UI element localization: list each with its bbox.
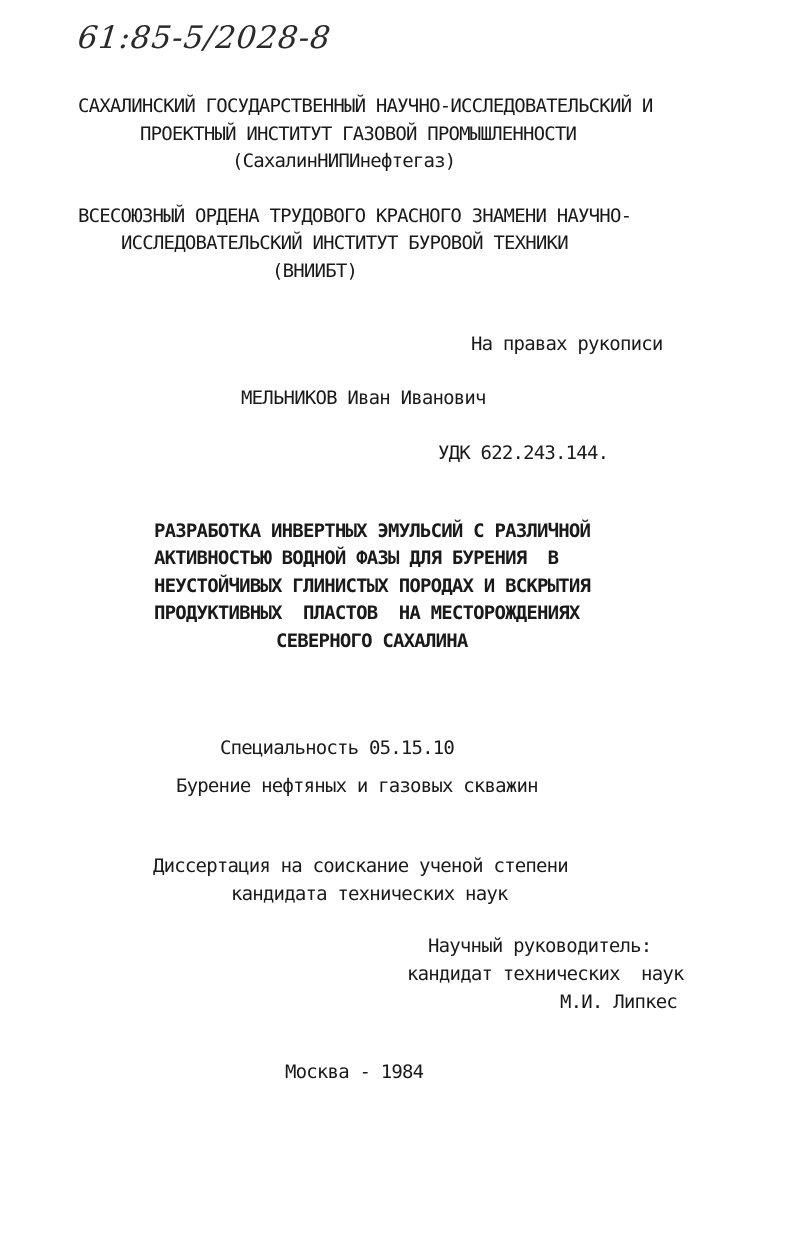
institute-1-abbreviation: (СахалинНИПИнефтегаз) xyxy=(232,150,456,172)
institute-2-abbreviation: (ВНИИБТ) xyxy=(272,260,358,282)
handwritten-archive-number: 61:85-5/2028-8 xyxy=(76,20,333,56)
institute-1-line-2: ПРОЕКТНЫЙ ИНСТИТУТ ГАЗОВОЙ ПРОМЫШЛЕННОСТИ xyxy=(140,123,577,145)
title-line-4: ПРОДУКТИВНЫХ ПЛАСТОВ НА МЕСТОРОЖДЕНИЯХ xyxy=(154,602,580,624)
title-line-1: РАЗРАБОТКА ИНВЕРТНЫХ ЭМУЛЬСИЙ С РАЗЛИЧНОЙ xyxy=(154,520,591,542)
title-line-3: НЕУСТОЙЧИВЫХ ГЛИНИСТЫХ ПОРОДАХ И ВСКРЫТИЯ xyxy=(154,575,591,597)
author-name: МЕЛЬНИКОВ Иван Иванович xyxy=(241,387,486,409)
udc-code: УДК 622.243.144. xyxy=(438,442,609,464)
supervisor-degree: кандидат технических наук xyxy=(407,963,684,985)
institute-2-line-2: ИССЛЕДОВАТЕЛЬСКИЙ ИНСТИТУТ БУРОВОЙ ТЕХНИКИ xyxy=(121,232,568,254)
supervisor-label: Научный руководитель: xyxy=(428,935,652,957)
institute-1-line-1: САХАЛИНСКИЙ ГОСУДАРСТВЕННЫЙ НАУЧНО-ИССЛЕДОВАТЕЛЬСКИЙ И xyxy=(78,95,653,117)
supervisor-name: М.И. Липкес xyxy=(560,991,678,1013)
dissertation-line-1: Диссертация на соискание ученой степени xyxy=(153,855,568,877)
manuscript-rights: На правах рукописи xyxy=(471,333,663,355)
specialty-code: Специальность 05.15.10 xyxy=(220,737,455,759)
institute-2-line-1: ВСЕСОЮЗНЫЙ ОРДЕНА ТРУДОВОГО КРАСНОГО ЗНАМЕНИ НАУЧНО- xyxy=(78,205,632,227)
title-line-2: АКТИВНОСТЬЮ ВОДНОЙ ФАЗЫ ДЛЯ БУРЕНИЯ В xyxy=(154,547,559,569)
title-line-5: СЕВЕРНОГО САХАЛИНА xyxy=(276,630,468,652)
city-and-year: Москва - 1984 xyxy=(285,1061,424,1083)
dissertation-line-2: кандидата технических наук xyxy=(231,883,508,905)
specialty-name: Бурение нефтяных и газовых скважин xyxy=(176,775,538,797)
